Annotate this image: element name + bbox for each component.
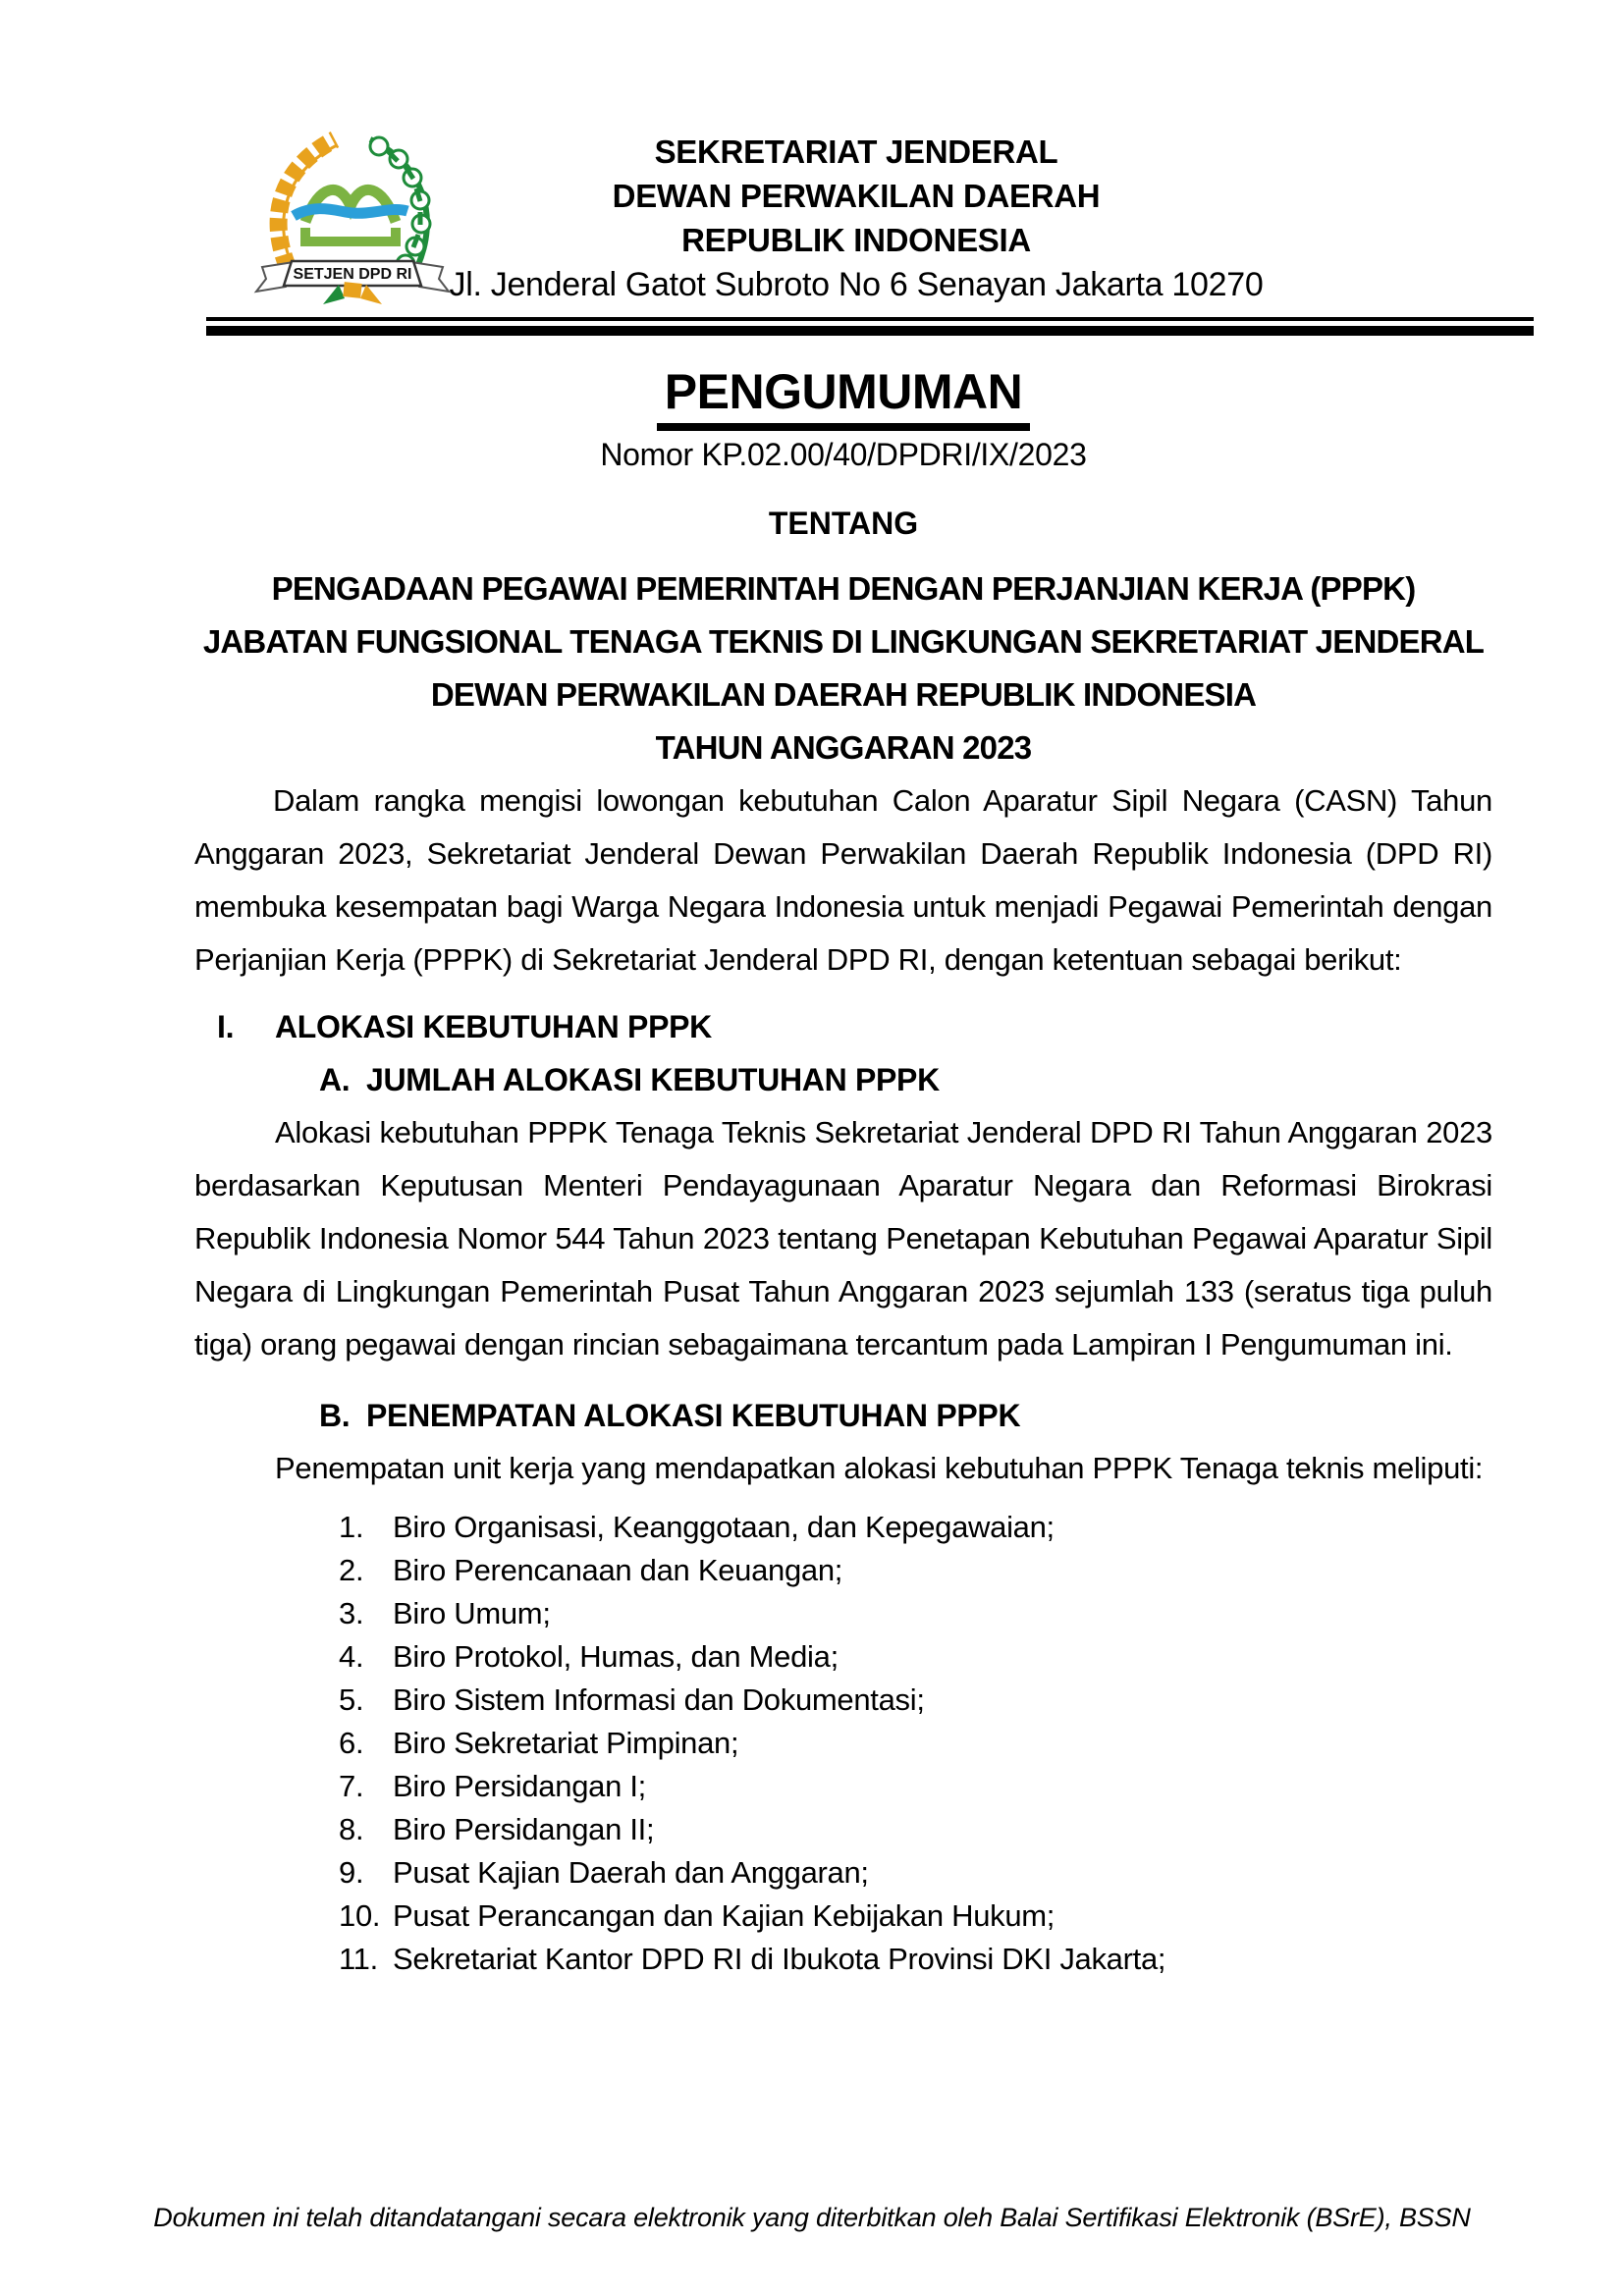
section-1a-heading [319,1053,1492,1106]
unit-item-text: Biro Sistem Informasi dan Dokumentasi; [393,1682,925,1717]
section-1a-title: JUMLAH ALOKASI KEBUTUHAN PPPK [366,1062,940,1097]
unit-list-item [339,1635,1492,1679]
unit-item-number: 11. [339,1942,378,1976]
subject-line: TAHUN ANGGARAN 2023 [655,729,1032,766]
subject-line: PENGADAAN PEGAWAI PEMERINTAH DENGAN PERJANJIAN KERJA (PPPK) [271,570,1416,607]
unit-item-number: 1. [339,1510,364,1544]
unit-item-text: Biro Sekretariat Pimpinan; [393,1726,739,1760]
unit-item-text: Pusat Perancangan dan Kajian Kebijakan Hukum; [393,1898,1056,1933]
section-1b-heading [319,1389,1492,1442]
section-1-title: ALOKASI KEBUTUHAN PPPK [275,1009,712,1044]
section-1a-label: A. [319,1062,351,1097]
unit-list-item [339,1895,1492,1938]
unit-list-item [339,1722,1492,1765]
emblem-wave-icon [294,209,407,216]
emblem-base-icon [305,228,396,241]
unit-list-item [339,1808,1492,1851]
unit-item-number: 3. [339,1596,364,1630]
unit-item-number: 7. [339,1769,364,1803]
electronic-signature-note: Dokumen ini telah ditandatangani secara elektronik yang diterbitkan oleh Balai Sertifikasi Elektronik (BSrE), BSSN [153,2203,1471,2232]
intro-paragraph: Dalam rangka mengisi lowongan kebutuhan Calon Aparatur Sipil Negara (CASN) Tahun Anggaran 2023, Sekretariat Jenderal Dewan Perwakilan Daerah Republik Indonesia (DPD RI) membuka kesempatan bagi Warga Negara Indonesia untuk menjadi Pegawai Pemerintah dengan Perjanjian Kerja (PPPK) di Sekretariat Jenderal DPD RI, dengan ketentuan sebagai berikut: [194,783,1492,977]
unit-list [339,1506,1492,1981]
unit-list-item [339,1938,1492,1981]
subject-block [194,562,1492,774]
unit-list-item [339,1592,1492,1635]
unit-list-item [339,1679,1492,1722]
unit-item-text: Biro Persidangan I; [393,1769,646,1803]
unit-item-text: Sekretariat Kantor DPD RI di Ibukota Provinsi DKI Jakarta; [393,1942,1166,1976]
unit-item-text: Pusat Kajian Daerah dan Anggaran; [393,1855,869,1890]
section-1-numeral: I. [217,1009,235,1044]
letterhead [0,0,1624,307]
unit-item-number: 10. [339,1898,381,1933]
org-address-line: Jl. Jenderal Gatot Subroto No 6 Senayan Jakarta 10270 [449,266,1264,303]
announcement-title: PENGUMUMAN [657,365,1030,431]
unit-item-number: 9. [339,1855,364,1890]
unit-list-item [339,1765,1492,1808]
unit-item-number: 5. [339,1682,364,1717]
about-label: TENTANG [768,506,919,541]
unit-item-text: Biro Organisasi, Keanggotaan, dan Kepegawaian; [393,1510,1055,1544]
letterhead-divider [206,317,1534,336]
unit-item-text: Biro Protokol, Humas, dan Media; [393,1639,839,1674]
unit-item-text: Biro Umum; [393,1596,551,1630]
section-1-heading [194,1000,1492,1053]
unit-item-number: 6. [339,1726,364,1760]
unit-item-text: Biro Persidangan II; [393,1812,655,1846]
unit-item-text: Biro Perencanaan dan Keuangan; [393,1553,843,1587]
section-1a-body: Alokasi kebutuhan PPPK Tenaga Teknis Sekretariat Jenderal DPD RI Tahun Anggaran 2023 berdasarkan Keputusan Menteri Pendayagunaan Aparatur Negara dan Reformasi Birokrasi Republik Indonesia Nomor 544 Tahun 2023 tentang Penetapan Kebutuhan Pegawai Aparatur Sipil Negara di Lingkungan Pemerintah Pusat Tahun Anggaran 2023 sejumlah 133 (seratus tiga puluh tiga) orang pegawai dengan rincian sebagaimana tercantum pada Lampiran I Pengumuman ini. [194,1115,1492,1362]
section-1b-title: PENEMPATAN ALOKASI KEBUTUHAN PPPK [366,1398,1021,1433]
org-name-line-2: DEWAN PERWAKILAN DAERAH [612,178,1101,214]
logo-banner-text: SETJEN DPD RI [293,266,412,283]
section-1b-label: B. [319,1398,351,1433]
unit-list-item [339,1851,1492,1895]
unit-list-item [339,1506,1492,1549]
unit-list-item [339,1549,1492,1592]
org-name-line-1: SEKRETARIAT JENDERAL [654,133,1058,170]
document-body [194,365,1492,1981]
unit-item-number: 2. [339,1553,364,1587]
unit-item-number: 8. [339,1812,364,1846]
announcement-number: Nomor KP.02.00/40/DPDRI/IX/2023 [600,437,1087,472]
setjen-dpd-ri-logo [248,118,457,310]
letterhead-text [0,130,1624,307]
subject-line: DEWAN PERWAKILAN DAERAH REPUBLIK INDONESIA [430,676,1257,713]
section-1b-body: Penempatan unit kerja yang mendapatkan alokasi kebutuhan PPPK Tenaga teknis meliputi: [275,1451,1484,1485]
org-name-line-3: REPUBLIK INDONESIA [681,222,1031,258]
subject-line: JABATAN FUNGSIONAL TENAGA TEKNIS DI LINGKUNGAN SEKRETARIAT JENDERAL [202,623,1485,660]
unit-item-number: 4. [339,1639,364,1674]
